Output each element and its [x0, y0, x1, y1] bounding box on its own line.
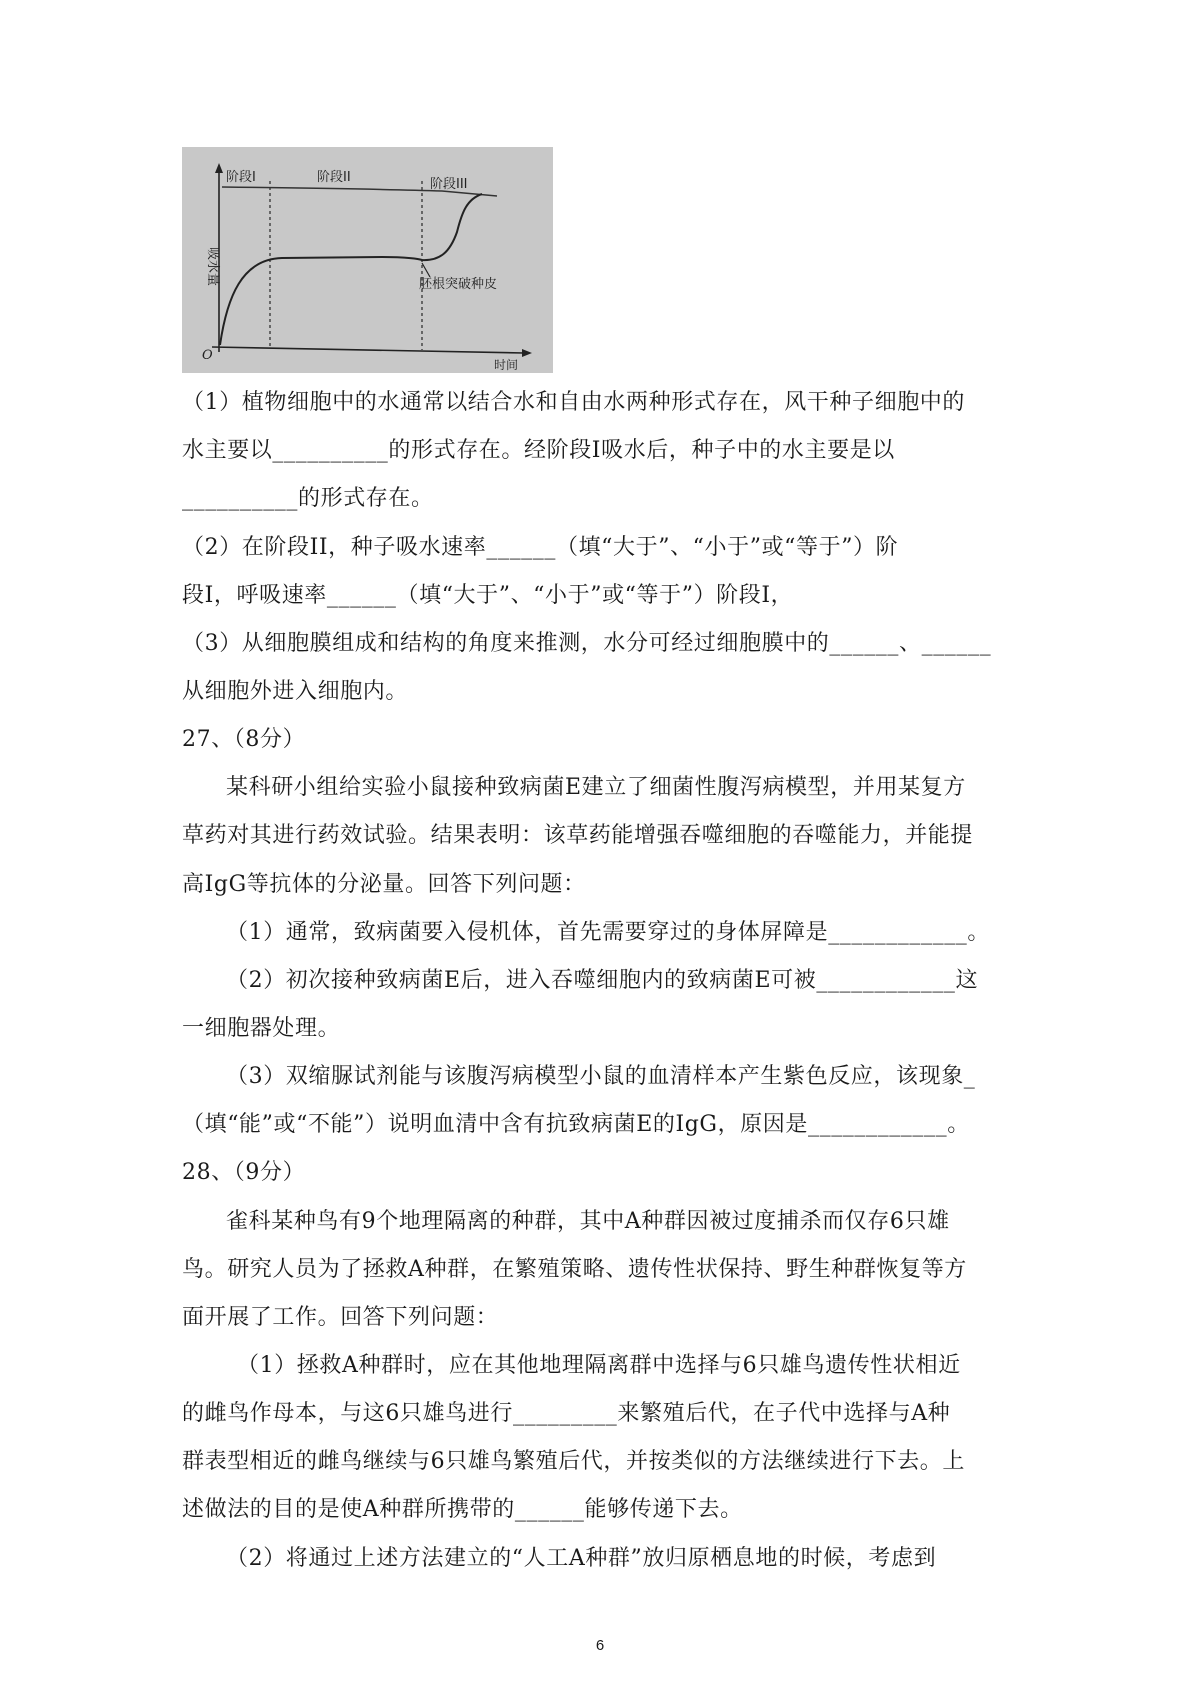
q28-part2-line1: （2）将通过上述方法建立的“人工A种群”放归原栖息地的时候，考虑到: [226, 1546, 937, 1571]
q26-part2-line2: 段I，呼吸速率______（填“大于”、“小于”或“等于”）阶段I，: [182, 583, 794, 608]
q27-part3-line1: （3）双缩脲试剂能与该腹泻病模型小鼠的血清样本产生紫色反应，该现象_: [226, 1064, 976, 1089]
page-number: 6: [595, 1637, 605, 1654]
q27-stem-line3: 高IgG等抗体的分泌量。回答下列问题：: [182, 872, 586, 897]
q27-stem-line2: 草药对其进行药效试验。结果表明：该草药能增强吞噬细胞的吞噬能力，并能提: [182, 823, 974, 848]
stage1-label: 阶段I: [226, 170, 256, 185]
q26-part3-line2: 从细胞外进入细胞内。: [182, 679, 409, 704]
q27-stem-line1: 某科研小组给实验小鼠接种致病菌E建立了细菌性腹泻病模型，并用某复方: [226, 775, 966, 800]
q28-heading: 28、（9分）: [182, 1160, 306, 1185]
origin-label: O: [202, 348, 213, 363]
q27-heading: 27、（8分）: [182, 727, 306, 752]
q27-part2-line1: （2）初次接种致病菌E后，进入吞噬细胞内的致病菌E可被____________这: [226, 968, 979, 993]
water-uptake-figure: [182, 147, 553, 373]
water-uptake-curve-svg: [182, 147, 553, 373]
q28-stem-line2: 鸟。研究人员为了拯救A种群，在繁殖策略、遗传性状保持、野生种群恢复等方: [182, 1257, 967, 1282]
q28-stem-line3: 面开展了工作。回答下列问题：: [182, 1305, 499, 1330]
q28-part1-line4: 述做法的目的是使A种群所携带的______能够传递下去。: [182, 1497, 743, 1522]
q26-part1-line1: （1）植物细胞中的水通常以结合水和自由水两种形式存在，风干种子细胞中的: [182, 390, 965, 415]
q27-part3-line2: （填“能”或“不能”）说明血清中含有抗致病菌E的IgG，原因是____________。: [182, 1112, 970, 1137]
q28-stem-line1: 雀科某种鸟有9个地理隔离的种群，其中A种群因被过度捕杀而仅存6只雄: [226, 1209, 950, 1234]
q28-part1-line2: 的雌鸟作母本，与这6只雄鸟进行_________来繁殖后代，在子代中选择与A种: [182, 1401, 951, 1426]
q26-part2-line1: （2）在阶段II，种子吸水速率______（填“大于”、“小于”或“等于”）阶: [182, 535, 899, 560]
q27-part1: （1）通常，致病菌要入侵机体，首先需要穿过的身体屏障是____________。: [226, 920, 990, 945]
q26-part1-line2: 水主要以__________的形式存在。经阶段Ⅰ吸水后，种子中的水主要是以: [182, 438, 895, 463]
annotation-label: 胚根突破种皮: [419, 277, 498, 292]
q26-part1-line3: __________的形式存在。: [182, 486, 434, 511]
q28-part1-line3: 群表型相近的雌鸟继续与6只雄鸟繁殖后代，并按类似的方法继续进行下去。上: [182, 1449, 965, 1474]
stage2-label: 阶段II: [317, 170, 351, 185]
q27-part2-line2: 一细胞器处理。: [182, 1016, 341, 1041]
stage3-label: 阶段III: [430, 177, 468, 192]
y-axis-label: 吸水量: [205, 247, 220, 287]
x-axis-label: 时间: [494, 358, 519, 372]
q28-part1-line1: （1）拯救A种群时，应在其他地理隔离群中选择与6只雄鸟遗传性状相近: [237, 1353, 961, 1378]
q26-part3-line1: （3）从细胞膜组成和结构的角度来推测，水分可经过细胞膜中的______、______: [182, 631, 992, 656]
